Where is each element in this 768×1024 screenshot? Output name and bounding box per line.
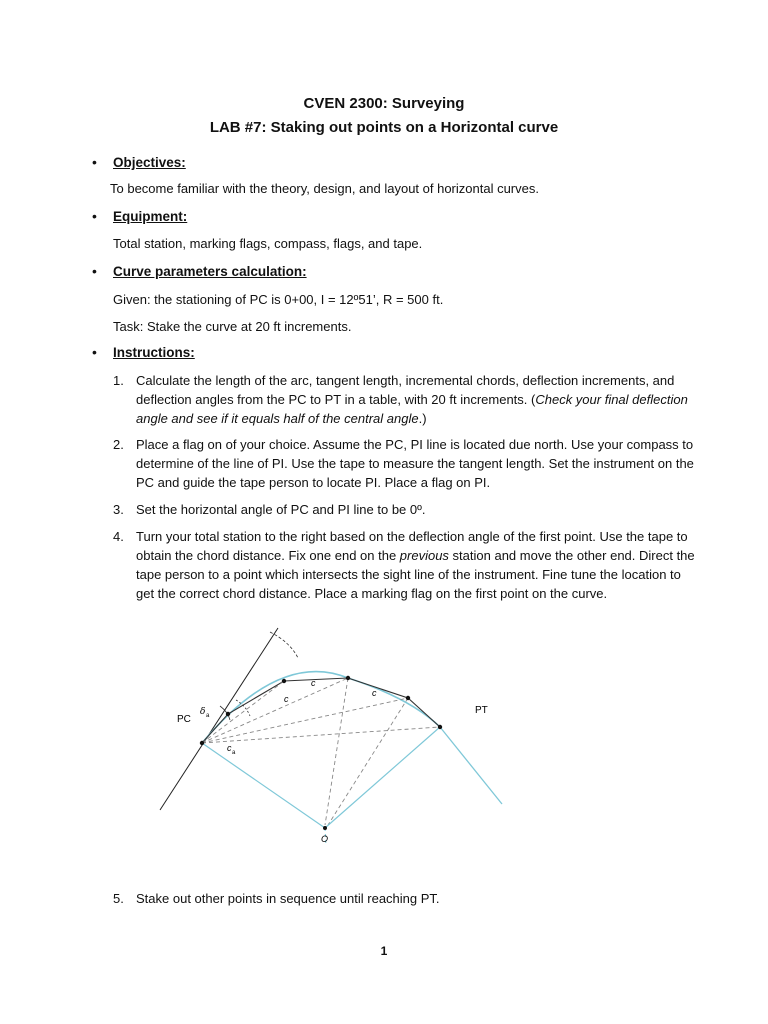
delta-label: δ (200, 707, 206, 717)
instruction-number: 2. (113, 437, 124, 452)
instruction-4-text-after: station and move the other end. Direct the tape person to a point which intersects the sight line of the instrument. Fine tune the location to get the correct chord distance. Place a marking flag on the first point on the curve. (136, 548, 695, 601)
bullet-icon: • (92, 208, 97, 224)
lab-title: LAB #7: Staking out points on a Horizontal curve (209, 119, 559, 136)
curve-arc (202, 672, 440, 743)
instruction-number: 1. (113, 373, 124, 388)
instruction-1-text: Calculate the length of the arc, tangent length, incremental chords, deflection increments, and deflection angles from the PC to PT in a table, with 20 ft increments. ( (136, 373, 675, 407)
radius-pt (325, 727, 440, 828)
chord-label-3: c (284, 694, 289, 704)
curve-params-heading: Curve parameters calculation: (113, 264, 307, 279)
bullet-icon: • (92, 263, 97, 279)
given-text: Given: the stationing of PC is 0+00, I = 12º51’, R = 500 ft. (113, 292, 444, 307)
instruction-number: 5. (113, 891, 124, 906)
instruction-item-4 (136, 527, 696, 603)
instruction-item-1 (136, 371, 696, 428)
instruction-item-2: Place a flag on of your choice. Assume the PC, PI line is located due north. Use your compass to determine of the line of PI. Use the tape to measure the tangent length. Set the instrument on the PC and guide the tape person to locate PI. Place a flag on PI. (136, 437, 694, 490)
horizontal-curve-diagram (150, 620, 520, 850)
radius-pc (202, 743, 325, 828)
equipment-text: Total station, marking flags, compass, flags, and tape. (113, 236, 423, 251)
objectives-text: To become familiar with the theory, design, and layout of horizontal curves. (110, 181, 539, 196)
objectives-heading: Objectives: (113, 155, 186, 170)
equipment-heading: Equipment: (113, 209, 188, 224)
station-points (200, 676, 442, 830)
pt-label: PT (475, 705, 488, 716)
outgoing-tangent (440, 727, 502, 804)
instruction-1-italic: Check your final deflection angle and see if it equals half of the central angle (136, 392, 688, 426)
instructions-heading: Instructions: (113, 345, 195, 360)
course-title: CVEN 2300: Surveying (303, 95, 465, 112)
sight-lines (202, 678, 440, 825)
instruction-number: 4. (113, 529, 124, 544)
chord-polyline (202, 678, 440, 743)
objectives-heading-row (92, 154, 186, 170)
page-number: 1 (380, 944, 388, 958)
chord-label-1: c (311, 678, 316, 688)
curve-params-heading-row (92, 263, 307, 279)
instruction-item-5: Stake out other points in sequence until reaching PT. (136, 891, 440, 906)
instruction-number: 3. (113, 502, 124, 517)
o-label: O (321, 834, 329, 844)
pc-label: PC (177, 714, 191, 725)
delta-subscript: a (206, 713, 210, 719)
instruction-1-tail: .) (418, 411, 427, 426)
ca-subscript: a (232, 750, 236, 756)
chord-label-2: c (372, 688, 377, 698)
equipment-heading-row (92, 208, 187, 224)
bullet-icon: • (92, 344, 97, 360)
task-text: Task: Stake the curve at 20 ft increments. (113, 319, 352, 334)
bullet-icon: • (92, 154, 97, 170)
ca-label: c (227, 743, 232, 753)
instructions-heading-row (92, 344, 195, 360)
instruction-item-3: Set the horizontal angle of PC and PI line to be 0º. (136, 502, 426, 517)
instruction-4-italic: previous (399, 548, 449, 563)
instruction-4-text: Turn your total station to the right based on the deflection angle of the first point. Use the tape to obtain the chord distance. Fix one end on the (136, 529, 688, 563)
